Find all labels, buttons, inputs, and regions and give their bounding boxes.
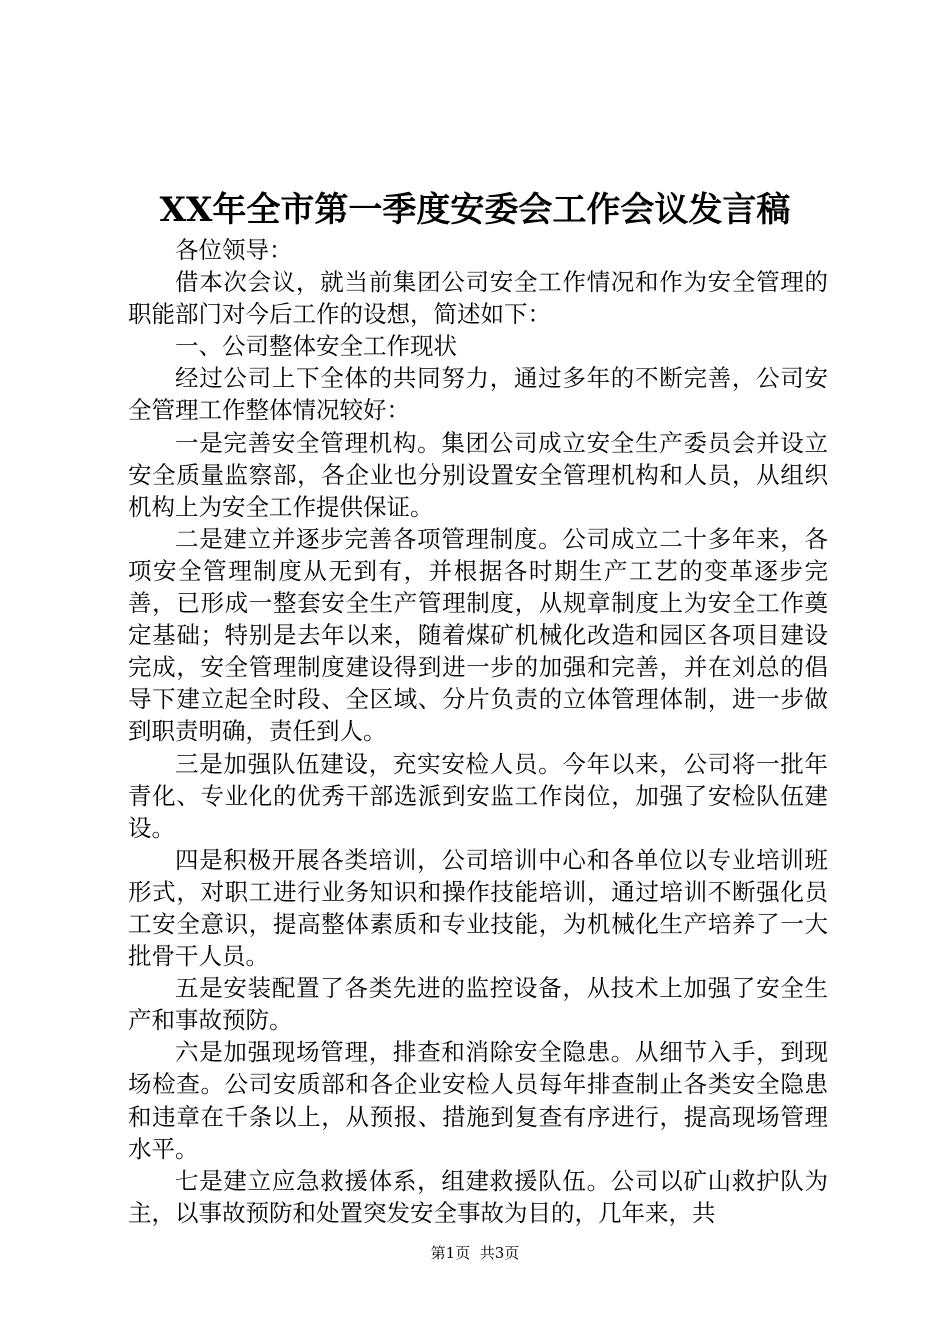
paragraph-item-6: 六是加强现场管理，排查和消除安全隐患。从细节入手，到现场检查。公司安质部和各企业安检人员每年排查制止各类安全隐患和违章在千条以上，从预报、措施到复查有序进行，提高现场管理水平。	[128, 1038, 828, 1163]
paragraph-salutation: 各位领导：	[175, 236, 293, 264]
paragraph-item-2: 二是建立并逐步完善各项管理制度。公司成立二十多年来，各项安全管理制度从无到有，并根据各时期生产工艺的变革逐步完善，已形成一整套安全生产管理制度，从规章制度上为安全工作奠定基础；特别是去年以来，随着煤矿机械化改造和园区各项目建设完成，安全管理制度建设得到进一步的加强和完善，并在刘总的倡导下建立起全时段、全区域、分片负责的立体管理体制，进一步做到职责明确，责任到人。	[128, 524, 828, 746]
page-total: 共3页	[479, 1244, 520, 1262]
paragraph-item-1: 一是完善安全管理机构。集团公司成立安全生产委员会并设立安全质量监察部，各企业也分别设置安全管理机构和人员，从组织机构上为安全工作提供保证。	[128, 428, 828, 521]
paragraph-item-3: 三是加强队伍建设，充实安检人员。今年以来，公司将一批年青化、专业化的优秀干部选派到安监工作岗位，加强了安检队伍建设。	[128, 749, 828, 842]
section-heading: 一、公司整体安全工作现状	[175, 332, 457, 361]
paragraph-item-7: 七是建立应急救援体系，组建救援队伍。公司以矿山救护队为主，以事故预防和处置突发安全事故为目的，几年来，共	[128, 1166, 828, 1227]
page-footer	[0, 1242, 950, 1264]
paragraph-item-4: 四是积极开展各类培训，公司培训中心和各单位以专业培训班形式，对职工进行业务知识和操作技能培训，通过培训不断强化员工安全意识，提高整体素质和专业技能，为机械化生产培养了一大批骨干人员。	[128, 845, 828, 971]
paragraph-overview: 经过公司上下全体的共同努力，通过多年的不断完善，公司安全管理工作整体情况较好：	[128, 364, 828, 425]
page-number: 第1页	[430, 1244, 471, 1262]
paragraph-item-5: 五是安装配置了各类先进的监控设备，从技术上加强了安全生产和事故预防。	[128, 974, 828, 1035]
footer-separator	[470, 1244, 480, 1262]
paragraph-intro: 借本次会议，就当前集团公司安全工作情况和作为安全管理的职能部门对今后工作的设想，简述如下：	[128, 268, 828, 329]
document-body	[128, 234, 828, 1229]
document-title: XX年全市第一季度安委会工作会议发言稿	[159, 190, 791, 230]
